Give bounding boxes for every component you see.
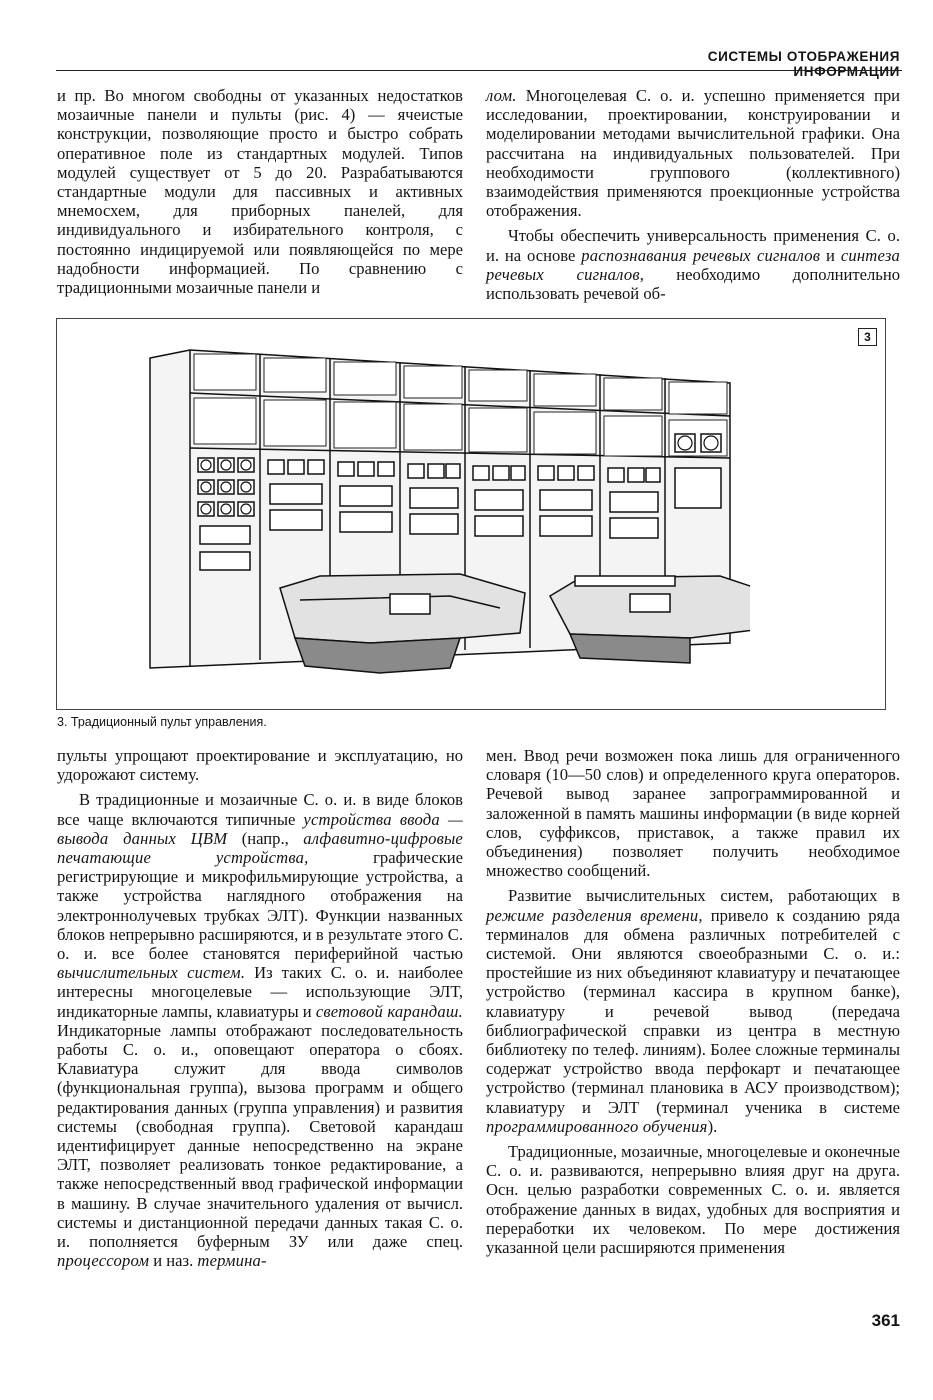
paragraph: Традиционные, мозаичные, многоцелевые и оконечные С. о. и. развиваются, непрерывно влияя друг на друга. Осн. целью разработки современных С. о. и. является отображение данных в видах, удобных для восприятия и переработки их человеком. По мере достижения указанной цели расширяются применения	[486, 1142, 900, 1258]
mimic-diagram-tiles	[194, 354, 727, 456]
figure-caption: 3. Традиционный пульт управления.	[57, 715, 267, 729]
bottom-left-column	[57, 746, 463, 1270]
paragraph: В традиционные и мозаичные С. о. и. в виде блоков все чаще включаются типичные устройства ввода — вывода данных ЦВМ (напр., алфавитно-цифровые печатающие устройства, графические регистрирующие и микрофильмирующие устройства, а также устройства наглядного отображения на электроннолучевых трубках ЭЛТ). Функции названных блоков непрерывно расширяются, и в результате этого С. о. и. все более становятся периферийной частью вычислительных систем. Из таких С. о. и. наиболее интересны многоцелевые — использующие ЭЛТ, индикаторные лампы, клавиатуры и световой карандаш. Индикаторные лампы отображают последовательность работы С. о. и., оповещают оператора о сбоях. Клавиатура служит для ввода символов (функциональная группа), вызова программ и общего редактирования данных (группа управления) и развития системы (свободная группа). Световой карандаш идентифицирует данные непосредственно на экране ЭЛТ, позволяет реализовать тонкое редактирование, а также непосредственный ввод графической информации в машину. В случае значительного удаления от вычисл. системы и дистанционной передачи данных такая С. о. и. пополняется буферным ЗУ или даже спец. процессором и наз. термина-	[57, 790, 463, 1271]
operator-desk-left	[280, 574, 525, 673]
figure-number: 3	[858, 328, 877, 346]
header-rule	[56, 70, 902, 71]
running-header: СИСТЕМЫ ОТОБРАЖЕНИЯ ИНФОРМАЦИИ	[707, 49, 900, 79]
paragraph: и пр. Во многом свободны от указанных недостатков мозаичные панели и пульты (рис. 4) — ячеистые конструкции, позволяющие просто и быстро собрать оперативное поле из стандартных модулей. Типов модулей существует от 5 до 20. Разрабатываются стандартные модули для пассивных и активных мнемосхем, для приборных панелей, для индивидуального и избирательного контроля, с постоянно индицируемой или появляющейся по мере надобности информацией. По сравнению с традиционными мозаичные панели и	[57, 86, 463, 298]
top-left-column	[57, 86, 463, 297]
page-number: 361	[871, 1311, 900, 1330]
control-console-illustration	[130, 338, 750, 683]
top-right-column	[486, 86, 900, 303]
paragraph: пульты упрощают проектирование и эксплуатацию, но удорожают систему.	[57, 746, 463, 785]
operator-desk-right	[550, 576, 750, 663]
paragraph: мен. Ввод речи возможен пока лишь для ограниченного словаря (10—50 слов) и определенного круга операторов. Речевой вывод заранее запрограммированной и заложенной в память машины информации (в виде корней слов, суффиксов, приставок, а также правил их объединения) позволяет получить необходимое множество сообщений.	[486, 746, 900, 881]
bottom-right-column	[486, 746, 900, 1257]
paragraph: лом. Многоцелевая С. о. и. успешно применяется при исследовании, проектировании, конструировании и моделировании методами вычислительной графики. Она рассчитана на индивидуальных пользователей. При необходимости группового (коллективного) взаимодействия применяются проекционные устройства отображения.	[486, 86, 900, 221]
paragraph: Чтобы обеспечить универсальность применения С. о. и. на основе распознавания речевых сигналов и синтеза речевых сигналов, необходимо дополнительно использовать речевой об-	[486, 226, 901, 304]
paragraph: Развитие вычислительных систем, работающих в режиме разделения времени, привело к созданию ряда терминалов для обмена различных потребителей с системой. Они являются своеобразными С. о. и.: простейшие из них объединяют клавиатуру и печатающее устройство (терминал кассира в крупном банке), клавиатуру и речевой вывод (передача библиографической справки из центра в местную библиотеку по телеф. линиям). Более сложные терминалы содержат устройство ввода перфокарт и печатающее устройство (терминал плановика в АСУ производством); клавиатуру и ЭЛТ (терминал ученика в системе программированного обучения).	[486, 886, 901, 1136]
